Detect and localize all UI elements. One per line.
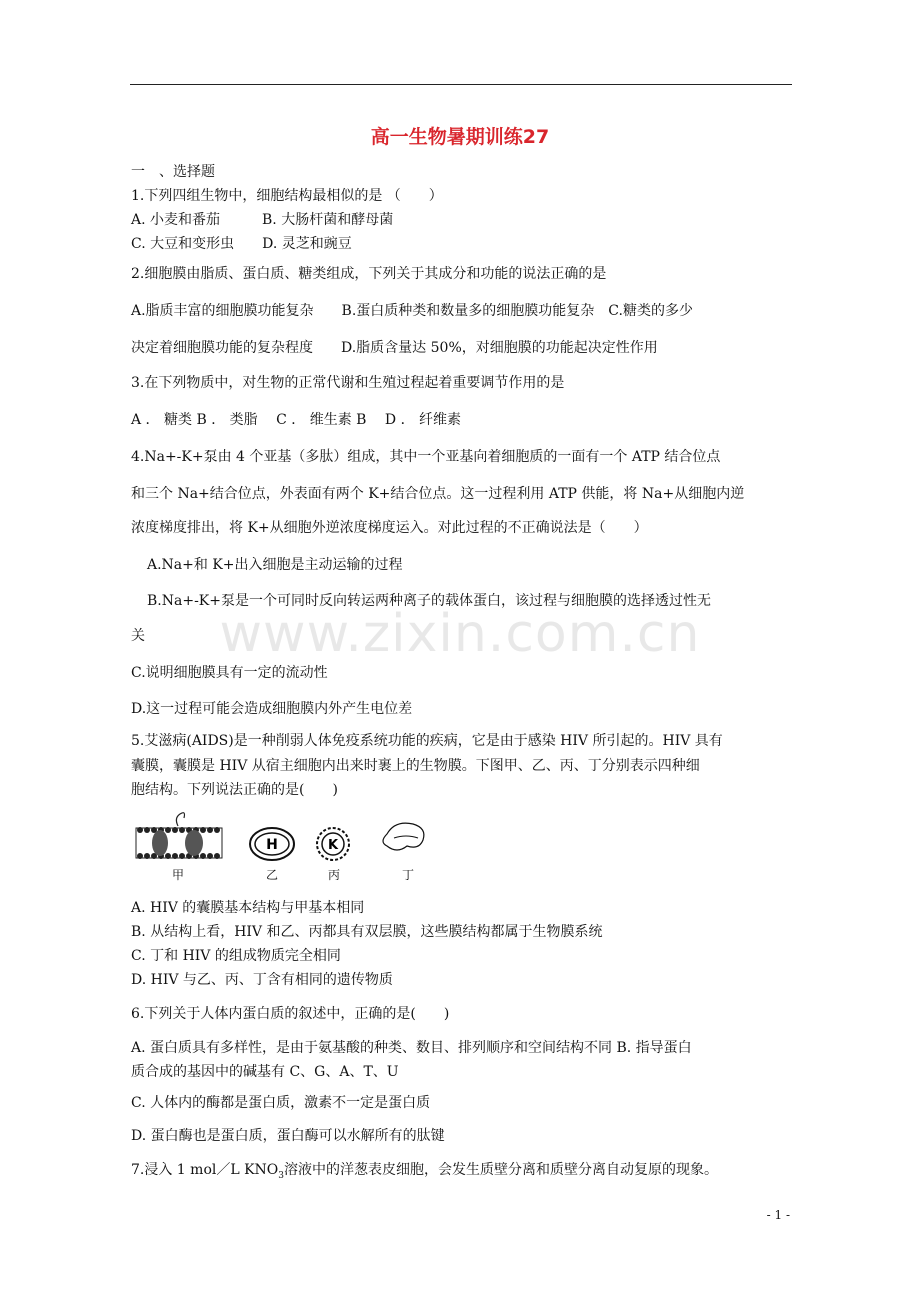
watermark: www.zixin.com.cn [219, 604, 701, 664]
figure-label-jia: 甲 [172, 868, 185, 882]
q4-option-a: A.Na+和 K+出入细胞是主动运输的过程 [147, 557, 403, 573]
q4-option-b: B.Na+-K+泵是一个可同时反向转运两种离子的载体蛋白，该过程与细胞膜的选择透过性无 [147, 593, 711, 609]
q7-text-after: 溶液中的洋葱表皮细胞，会发生质壁分离和质壁分离自动复原的现象。 [284, 1162, 719, 1178]
q2-options-line1: A.脂质丰富的细胞膜功能复杂 B.蛋白质种类和数量多的细胞膜功能复杂 C.糖类的多少 [131, 303, 693, 319]
q6-option-c: C. 人体内的酶都是蛋白质，激素不一定是蛋白质 [131, 1095, 431, 1111]
section-heading: 一 、选择题 [131, 164, 215, 180]
membrane-bilayer-diagram [136, 813, 222, 859]
question-6: 6.下列关于人体内蛋白质的叙述中，正确的是( ) [131, 1006, 450, 1022]
question-7 [131, 1160, 718, 1186]
q6-option-a: A. 蛋白质具有多样性，是由于氨基酸的种类、数目、排列顺序和空间结构不同 B. 指导蛋白 [131, 1040, 692, 1056]
question-3: 3.在下列物质中，对生物的正常代谢和生殖过程起着重要调节作用的是 [131, 375, 565, 391]
q5-option-a: A. HIV 的囊膜基本结构与甲基本相同 [131, 900, 365, 916]
page-title: 高一生物暑期训练27 [370, 126, 550, 148]
q6-option-d: D. 蛋白酶也是蛋白质，蛋白酶可以水解所有的肽键 [131, 1128, 445, 1144]
q2-options-line2: 决定着细胞膜功能的复杂程度 D.脂质含量达 50%，对细胞膜的功能起决定性作用 [131, 340, 658, 356]
q7-text-before: 7.浸入 1 mol／L KNO [131, 1162, 279, 1178]
q6-option-b-cont: 质合成的基因中的碱基有 C、G、A、T、U [131, 1064, 399, 1080]
question-4-line1: 4.Na+-K+泵由 4 个亚基（多肽）组成，其中一个亚基向着细胞质的一面有一个 ATP 结合位点 [131, 449, 721, 465]
double-membrane-organelle-diagram [250, 828, 294, 860]
q5-option-c: C. 丁和 HIV 的组成物质完全相同 [131, 948, 341, 964]
question-5-line2: 囊膜，囊膜是 HIV 从宿主细胞内出来时裹上的生物膜。下图甲、乙、丙、丁分别表示四种细 [131, 758, 700, 774]
mark-yi: H [266, 837, 278, 853]
question-4-line2: 和三个 Na+结合位点，外表面有两个 K+结合位点。这一过程利用 ATP 供能，将 Na+从细胞内逆 [131, 486, 745, 502]
q1-options-cd: C. 大豆和变形虫 D. 灵芝和豌豆 [131, 236, 352, 252]
question-2: 2.细胞膜由脂质、蛋白质、糖类组成，下列关于其成分和功能的说法正确的是 [131, 266, 607, 282]
cell-structure-figure [132, 808, 442, 883]
golgi-diagram [383, 823, 424, 850]
question-4-line3: 浓度梯度排出，将 K+从细胞外逆浓度梯度运入。对此过程的不正确说法是（ ） [131, 520, 648, 536]
q7-subscript: 3 [278, 1170, 285, 1181]
header-rule [130, 84, 792, 85]
q4-option-d: D.这一过程可能会造成细胞膜内外产生电位差 [131, 701, 413, 717]
q5-option-d: D. HIV 与乙、丙、丁含有相同的遗传物质 [131, 972, 393, 988]
q4-option-c: C.说明细胞膜具有一定的流动性 [131, 665, 328, 681]
q3-options: A ． 糖类 B ． 类脂 C ． 维生素 B D ． 纤维素 [131, 412, 462, 428]
mark-bing: K [327, 838, 339, 853]
figure-label-ding: 丁 [402, 868, 415, 882]
q4-option-b-cont: 关 [131, 628, 145, 644]
q5-option-b: B. 从结构上看，HIV 和乙、丙都具有双层膜，这些膜结构都属于生物膜系统 [131, 924, 603, 940]
question-5-line3: 胞结构。下列说法正确的是( ) [131, 782, 338, 798]
figure-drawings [132, 808, 442, 864]
page-number: - 1 - [766, 1208, 790, 1222]
mitochondrion-diagram [317, 828, 349, 860]
figure-label-yi: 乙 [266, 868, 279, 882]
question-1: 1.下列四组生物中，细胞结构最相似的是 （ ） [131, 188, 443, 204]
figure-label-bing: 丙 [328, 868, 341, 882]
q1-options-ab: A. 小麦和番茄 B. 大肠杆菌和酵母菌 [131, 212, 394, 228]
question-5-line1: 5.艾滋病(AIDS)是一种削弱人体免疫系统功能的疾病，它是由于感染 HIV 所引起的。HIV 具有 [131, 733, 723, 749]
